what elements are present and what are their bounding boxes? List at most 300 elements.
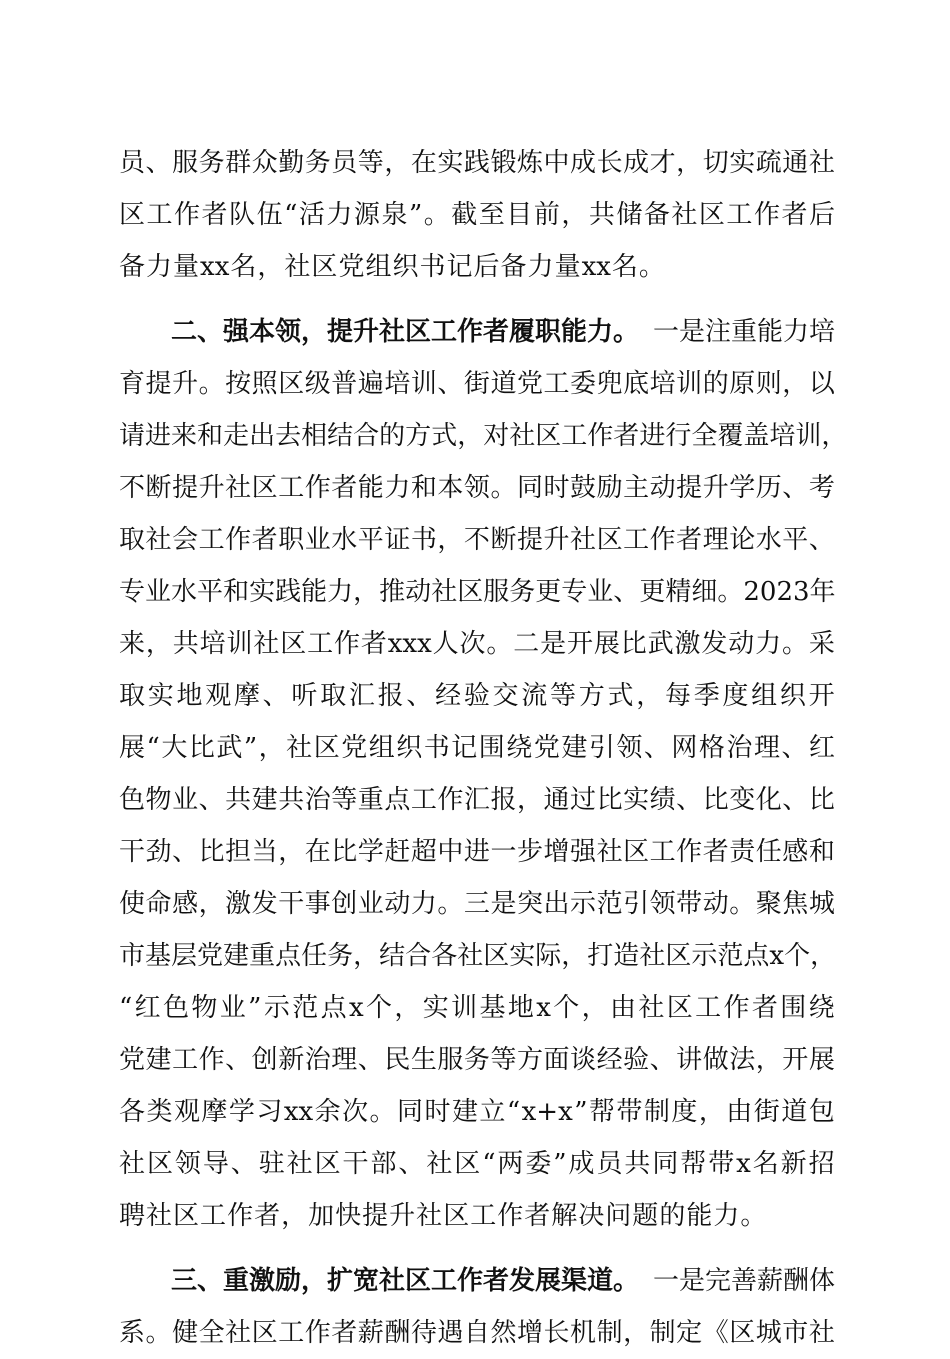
text-char: 社 [671,200,698,230]
text-char: 发 [251,889,278,919]
text-char: 取 [119,525,146,555]
text-char: 名 [611,252,638,282]
text-char: 更 [535,577,562,607]
text-char: 社 [808,1318,835,1348]
text-char: 平 [782,525,809,555]
text-char: 赶 [384,837,411,867]
text-char: 备 [500,252,527,282]
text-char: 作 [587,421,614,451]
text-char: 储 [616,200,643,230]
text-line [119,241,835,293]
text-char: 超 [410,837,437,867]
text-char: 去 [275,421,302,451]
text-char: 发 [701,629,728,659]
text-char: 、 [357,1045,384,1075]
text-char: 区 [251,473,278,503]
text-char: 社 [119,1149,146,1179]
text-char: 。 [198,369,225,399]
text-char: 社 [426,1149,453,1179]
text-char: 、 [676,785,703,815]
text-char: “ [506,1097,521,1127]
text-char: 学 [357,837,384,867]
text-char: 工 [410,785,437,815]
text-char: 重 [249,941,276,971]
text-char: 走 [223,421,250,451]
text-line [119,566,835,618]
text-char: 报 [377,681,404,711]
text-char: 、 [145,148,172,178]
text-char: 疏 [755,148,782,178]
text-char: 建 [251,785,278,815]
text-char: 伍 [256,200,283,230]
text-char: 中 [437,837,464,867]
text-char: 一 [490,837,517,867]
text-char: 工 [307,629,334,659]
text-char: ， [257,252,284,282]
text-char: 党 [516,369,543,399]
text-char: 遍 [357,369,384,399]
text-char: 业 [587,577,614,607]
text-char: 动 [384,889,411,919]
text-char: 题 [632,1201,659,1231]
text-char: 感 [172,889,199,919]
text-char: 示 [691,941,718,971]
text-char: ， [353,577,380,607]
text-char: 工 [695,993,722,1023]
text-char: 结 [379,941,406,971]
text-char: 书 [419,252,446,282]
text-char: 然 [490,1318,517,1348]
text-char: 升 [543,525,570,555]
text-char: 。 [490,473,517,503]
text-char: 作 [174,200,201,230]
text-char: 工 [649,837,676,867]
text-char: 党 [341,733,368,763]
text-char: 业 [304,525,331,555]
text-char: 者 [251,525,278,555]
text-char: 次 [342,1097,369,1127]
text-char: 城 [808,889,835,919]
text-char: 实 [422,993,449,1023]
text-char: 升 [172,369,199,399]
text-char: 招 [808,1149,835,1179]
text-char: 按 [225,369,252,399]
text-char: 断 [490,525,517,555]
text-char: 开 [808,681,835,711]
text-char: 不 [463,525,490,555]
text-char: 动 [702,889,729,919]
text-char: 对 [483,421,510,451]
text-char: 请 [119,421,146,451]
text-char: 作 [304,473,331,503]
text-char: 区 [146,1149,173,1179]
text-char: x+x [521,1097,573,1127]
text-char: “ [119,993,133,1023]
text-char: 出 [249,421,276,451]
text-char: ， [755,1045,782,1075]
text-line [119,670,835,722]
text-char: 带 [616,1097,643,1127]
text-char: 红 [134,993,161,1023]
text-char: 余 [314,1097,341,1127]
text-char: 。 [638,252,665,282]
text-char: 作 [227,1201,254,1231]
text-char: 众 [251,148,278,178]
text-char: 做 [702,1045,729,1075]
text-char: 升 [389,1201,416,1231]
text-char: 街 [463,369,490,399]
text-char: 式 [607,681,634,711]
text-char: 示 [263,993,290,1023]
text-char: 合 [405,941,432,971]
text-char: 中 [543,148,570,178]
text-char: 务 [198,148,225,178]
text-char: 带 [708,1149,735,1179]
text-char: 观 [173,1097,200,1127]
text-char: 社 [225,1318,252,1348]
text-char: 区 [483,941,510,971]
text-char: 社 [253,629,280,659]
text-char: 汇 [348,681,375,711]
text-char: 社 [639,941,666,971]
text-char: 作 [497,1201,524,1231]
text-char: ， [258,733,285,763]
text-char: 的 [659,1201,686,1231]
text-char: 各 [431,941,458,971]
text-char: ， [810,941,837,971]
text-char: 、 [230,1149,257,1179]
text-char: 区 [173,1201,200,1231]
text-char: 区 [666,993,693,1023]
text-char: 平 [197,577,224,607]
text-char: 绩 [649,785,676,815]
text-char: 范 [717,941,744,971]
text-char: 考 [808,473,835,503]
text-char: 地 [176,681,203,711]
text-char: 委 [570,369,597,399]
text-char: 作 [304,1318,331,1348]
text-char: 、 [262,681,289,711]
text-char: 务 [463,1045,490,1075]
text-char: 践 [275,577,302,607]
text-char: 建 [561,733,588,763]
text-char: 干 [278,889,305,919]
text-char: 出 [543,889,570,919]
text-char: 训 [795,421,822,451]
text-char: ” [553,1149,567,1179]
text-char: 后 [473,252,500,282]
text-char: 覆 [717,421,744,451]
text-char: 同 [397,1097,424,1127]
text-char: 工 [278,1318,305,1348]
text-char: 劲 [145,837,172,867]
text-char: 二 [513,629,540,659]
text-char: 截 [451,200,478,230]
text-char: 经 [596,1045,623,1075]
text-char: 水 [331,525,358,555]
text-char: 区 [535,421,562,451]
text-char: 比 [596,785,623,815]
text-char: 制 [643,1097,670,1127]
text-char: 区 [278,369,305,399]
text-char: 工 [561,421,588,451]
text-char: 共 [278,785,305,815]
text-char: 锻 [490,148,517,178]
text-char: 泉 [381,200,408,230]
text-char: 习 [256,1097,283,1127]
text-char: 各 [119,1097,146,1127]
text-char: 合 [353,421,380,451]
text-char: 作 [198,1045,225,1075]
text-char: ， [353,941,380,971]
text-char: 业 [357,889,384,919]
text-char: 织 [779,681,806,711]
text-char: 织 [392,252,419,282]
text-char: 进 [463,837,490,867]
text-line [119,1190,835,1242]
text-char: 方 [516,1045,543,1075]
text-char: 提 [516,525,543,555]
text-char: 更 [639,577,666,607]
text-char: 、 [643,733,670,763]
text-char: 、 [782,473,809,503]
text-char: 新 [278,1045,305,1075]
text-char: ， [516,785,543,815]
text-char: 变 [729,785,756,815]
text-char: 通 [782,148,809,178]
text-char: 、 [437,369,464,399]
text-char: 面 [543,1045,570,1075]
text-char: 践 [463,148,490,178]
text-char: 者 [360,629,387,659]
text-char: 学 [228,1097,255,1127]
text-char: 名 [230,252,257,282]
text-char: 底 [623,369,650,399]
text-char: 是 [490,889,517,919]
text-char: 提 [362,1201,389,1231]
text-char: 职 [278,525,305,555]
text-char: 工 [172,1045,199,1075]
text-line [119,982,835,1034]
text-char: 者 [751,993,778,1023]
text-char: 每 [664,681,691,711]
text-line-rest: 一是完善薪酬体 [652,1266,835,1296]
text-char: ， [457,421,484,451]
text-char: 、 [808,525,835,555]
text-char: 专 [119,577,146,607]
text-char: 业 [145,577,172,607]
text-char: 作 [225,525,252,555]
text-char: 备 [119,252,146,282]
text-char: 织 [396,733,423,763]
text-char: 比 [702,785,729,815]
text-char: 至 [478,200,505,230]
text-char: 力 [146,252,173,282]
text-char: 党 [119,1045,146,1075]
text-char: 服 [437,1045,464,1075]
text-char: ， [561,941,588,971]
text-char: 理 [753,733,780,763]
text-char: “ [284,200,298,230]
text-char: 进 [145,421,172,451]
text-char: 理 [331,1045,358,1075]
text-char: 共 [225,785,252,815]
text-char: 建 [451,1097,478,1127]
text-char: 者 [201,200,228,230]
text-char: 三 [463,889,490,919]
text-char: 范 [292,993,319,1023]
text-char: 社 [146,1201,173,1231]
text-char: 决 [578,1201,605,1231]
text-char: ” [574,1097,588,1127]
text-char: 的 [379,421,406,451]
text-char: 共 [588,200,615,230]
text-char: 实 [509,941,536,971]
text-char: 道 [781,1097,808,1127]
text-char: 共 [624,1149,651,1179]
text-char: 育 [119,369,146,399]
text-char: 工 [200,1201,227,1231]
text-char: 作 [753,200,780,230]
text-char: 时 [424,1097,451,1127]
text-char: 引 [623,889,650,919]
text-char: 度 [722,681,749,711]
text-char: 区 [443,1201,470,1231]
text-char: 开 [782,1045,809,1075]
text-char: 突 [516,889,543,919]
text-char: 工 [278,473,305,503]
text-char: 感 [782,837,809,867]
text-char: 创 [251,1045,278,1075]
text-char: 量 [173,252,200,282]
text-char: 工 [543,369,570,399]
text-char: 同 [516,473,543,503]
text-char: 者 [676,525,703,555]
section-heading-line [119,306,835,358]
text-char: 定 [676,1318,703,1348]
text-char: 方 [578,681,605,711]
text-char: 担 [225,837,252,867]
text-char: 工 [146,200,173,230]
text-char: 源 [353,200,380,230]
text-char: 升 [198,473,225,503]
text-char: 断 [145,473,172,503]
text-char: 使 [119,889,146,919]
text-char: 实 [249,577,276,607]
text-char: 待 [410,1318,437,1348]
text-char: 党 [338,252,365,282]
text-char: ， [394,993,421,1023]
text-char: 市 [119,941,146,971]
text-char: 。 [717,577,744,607]
text-char: x [736,1149,751,1179]
text-char: 增 [516,1318,543,1348]
text-char: 采 [808,629,835,659]
text-char: 鼓 [570,473,597,503]
text-char: ， [384,148,411,178]
text-char: 。 [729,889,756,919]
text-char: 开 [566,629,593,659]
text-char: 动 [649,473,676,503]
text-char: 者 [702,837,729,867]
text-char: 区 [251,1318,278,1348]
text-char: 实 [147,681,174,711]
text-char: ， [623,1318,650,1348]
text-char: 培 [769,421,796,451]
text-char: 等 [357,148,384,178]
text-char: 全 [198,1318,225,1348]
text-char: 造 [613,941,640,971]
text-char: 点 [384,785,411,815]
text-char: 工 [726,200,753,230]
text-char: 、 [198,785,225,815]
text-char: 武 [647,629,674,659]
text-char: 区 [454,1149,481,1179]
text-char: ， [821,421,848,451]
text-char: 务 [509,577,536,607]
text-char: 机 [570,1318,597,1348]
text-char: 经 [435,681,462,711]
text-char: 社 [596,837,623,867]
text-char: 本 [437,473,464,503]
text-char: 领 [174,1149,201,1179]
text-char: xx [200,252,230,282]
text-char: 干 [119,837,146,867]
text-char: 提 [676,473,703,503]
text-char: “ [146,733,160,763]
text-char: 同 [652,1149,679,1179]
text-char: 区 [280,629,307,659]
text-char: 才 [649,148,676,178]
text-char: 共 [172,629,199,659]
text-char: 行 [665,421,692,451]
text-char: 2023 [743,577,810,607]
text-char: ， [636,681,663,711]
text-char: 、 [406,681,433,711]
text-char: 社 [145,525,172,555]
text-char: 比 [188,733,215,763]
section-heading: 三、重激励，扩宽社区工作者发展渠道。 [171,1266,640,1296]
text-char: 、 [225,1045,252,1075]
text-char: 社 [225,473,252,503]
text-char: 网 [671,733,698,763]
text-char: 专 [561,577,588,607]
text-char: 问 [605,1201,632,1231]
text-char: 《 [702,1318,729,1348]
text-char: 主 [623,473,650,503]
text-char: 人 [432,629,459,659]
text-char: 动 [728,629,755,659]
text-char: 业 [172,785,199,815]
text-char: 市 [782,1318,809,1348]
text-char: 社 [808,148,835,178]
text-char: 记 [446,252,473,282]
text-char: 组 [365,252,392,282]
text-char: ” [408,200,423,230]
text-char: 作 [334,629,361,659]
text-char: 量 [554,252,581,282]
text-char: 训 [676,369,703,399]
text-char: ， [698,1097,725,1127]
text-char: 个 [553,993,580,1023]
text-char: 街 [753,1097,780,1127]
text-char: 、 [781,733,808,763]
text-line [119,618,835,670]
text-char: 和 [410,473,437,503]
text-char: 。 [740,1201,767,1231]
text-char: 制 [649,1318,676,1348]
text-char: 通 [543,785,570,815]
